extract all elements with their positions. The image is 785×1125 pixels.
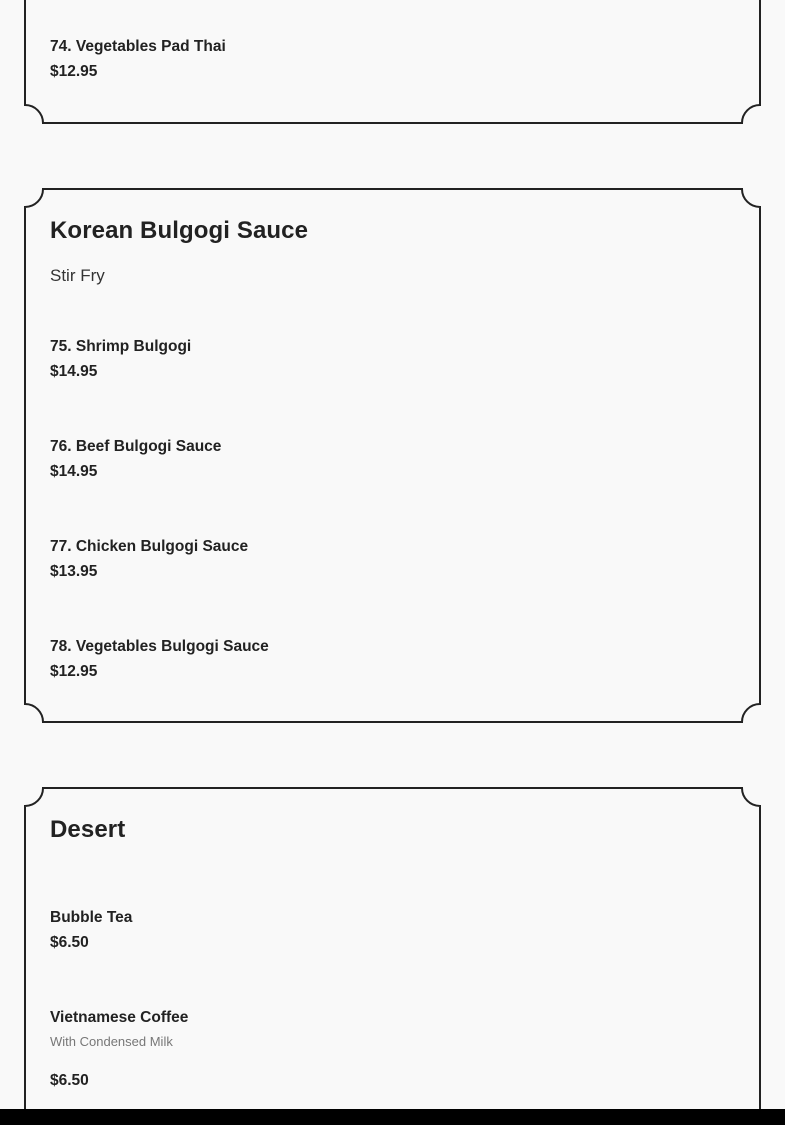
menu-item[interactable] [50, 1009, 188, 1090]
menu-section-card [24, 0, 761, 124]
item-price: $13.95 [50, 563, 98, 580]
menu-item[interactable] [50, 438, 221, 481]
item-name: 77. Chicken Bulgogi Sauce [50, 538, 249, 555]
item-note: With Condensed Milk [50, 1034, 173, 1049]
menu-item[interactable] [50, 338, 191, 381]
item-name: Bubble Tea [50, 909, 133, 926]
menu-section-card [24, 787, 761, 1109]
item-name: 76. Beef Bulgogi Sauce [50, 438, 222, 455]
menu-section-card [24, 188, 761, 723]
item-price: $6.50 [50, 934, 89, 951]
item-name: 75. Shrimp Bulgogi [50, 338, 192, 355]
item-price: $12.95 [50, 63, 98, 80]
menu-item[interactable] [50, 909, 132, 952]
system-navigation-bar [0, 1109, 785, 1125]
item-price: $14.95 [50, 463, 98, 480]
menu-item[interactable] [50, 638, 269, 681]
menu-item[interactable] [50, 38, 226, 81]
item-name: 74. Vegetables Pad Thai [50, 38, 226, 55]
item-name: 78. Vegetables Bulgogi Sauce [50, 638, 269, 655]
item-price: $12.95 [50, 663, 98, 680]
section-title: Korean Bulgogi Sauce [50, 217, 309, 244]
item-price: $6.50 [50, 1072, 89, 1089]
section-subtitle: Stir Fry [50, 266, 105, 285]
item-name: Vietnamese Coffee [50, 1009, 189, 1026]
item-price: $14.95 [50, 363, 98, 380]
section-title: Desert [50, 816, 126, 843]
menu-item[interactable] [50, 538, 248, 581]
